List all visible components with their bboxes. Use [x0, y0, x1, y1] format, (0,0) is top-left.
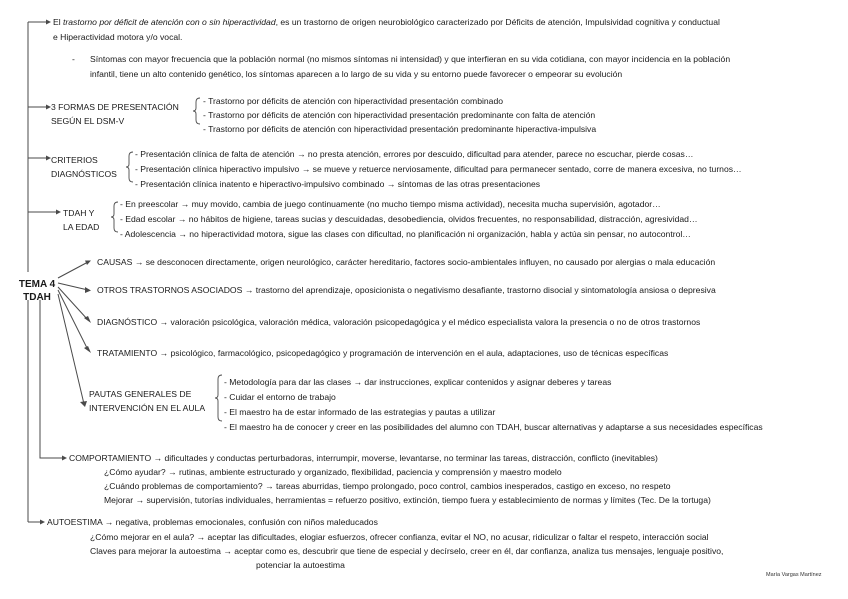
author-signature: María Vargas Martínez: [766, 572, 822, 578]
criterios-label-2: DIAGNÓSTICOS: [51, 169, 117, 179]
main-title-line-1: TEMA 4: [18, 279, 56, 290]
edad-item: - En preescolar → muy movido, cambia de juego continuamente (no mucho tiempo misma actividad), necesita mucha supervisión, agotador…: [120, 199, 661, 209]
main-title-line-2: TDAH: [23, 292, 51, 303]
criterios-item: - Presentación clínica de falta de atención → no presta atención, errores por descuido, dificultad para atender, parece no escuchar, pierde cosas…: [135, 149, 694, 159]
pautas-item: - El maestro ha de conocer y creer en las posibilidades del alumno con TDAH, buscar alternativas y adaptarse a sus necesidades específicas: [224, 422, 763, 432]
definition-italic: trastorno por déficit de atención con o sin hiperactividad: [63, 17, 276, 27]
edad-label-2: LA EDAD: [63, 222, 100, 232]
definition-line-2: e Hiperactividad motora y/o vocal.: [53, 32, 183, 42]
definition-pre: El: [53, 17, 64, 27]
comportamiento-head: COMPORTAMIENTO → dificultades y conductas perturbadoras, interrumpir, moverse, levantarse, no terminar las tareas, distracción, conflicto (inevitables): [69, 453, 658, 463]
pautas-label-2: INTERVENCIÓN EN EL AULA: [89, 403, 206, 413]
comportamiento-line: ¿Cómo ayudar? → rutinas, ambiente estructurado y organizado, flexibilidad, paciencia y comprensión y maestro modelo: [104, 467, 562, 477]
comportamiento-line: ¿Cuándo problemas de comportamiento? → tareas aburridas, tiempo prolongado, poco control, cambios inesperados, castigo en exceso, no respeto: [104, 481, 671, 491]
comportamiento-line: Mejorar → supervisión, tutorías individuales, herramientas = refuerzo positivo, extinción, tiempo fuera y establecimiento de normas y límites (Tec. De la tortuga): [104, 495, 711, 505]
causas-text: CAUSAS → se desconocen directamente, origen neurológico, carácter hereditario, factores socio-ambientales influyen, no causado por alergias o mala educación: [97, 257, 716, 267]
autoestima-head: AUTOESTIMA → negativa, problemas emocionales, confusión con niños maleducados: [47, 517, 378, 527]
main-title: [14, 278, 60, 304]
diagnostico-text: DIAGNÓSTICO → valoración psicológica, valoración médica, valoración psicopedagógica y el médico especialista valora la presencia o no de otros trastornos: [97, 317, 701, 327]
edad-label-1: TDAH Y: [63, 208, 95, 218]
edad-item: - Edad escolar → no hábitos de higiene, tareas sucias y descuidadas, desobediencia, olvidos frecuentes, no responsabilidad, distracción, agresividad…: [120, 214, 698, 224]
formas-item: - Trastorno por déficits de atención con hiperactividad presentación combinado: [203, 96, 504, 106]
criterios-item: - Presentación clínica inatento e hiperactivo-impulsivo combinado → síntomas de las otras presentaciones: [135, 179, 541, 189]
definition-post: , es un trastorno de origen neurobiológico caracterizado por Déficits de atención, Impulsividad cognitiva y conductual: [275, 17, 720, 27]
formas-item: - Trastorno por déficits de atención con hiperactividad presentación predominante con falta de atención: [203, 110, 596, 120]
criterios-label-1: CRITERIOS: [51, 155, 98, 165]
pautas-label-1: PAUTAS GENERALES DE: [89, 389, 192, 399]
autoestima-line: potenciar la autoestima: [256, 560, 345, 570]
criterios-item: - Presentación clínica hiperactivo impulsivo → se mueve y retuerce nerviosamente, dificultad para permanecer sentado, corre de manera excesiva, no turnos…: [135, 164, 742, 174]
pautas-item: - Cuidar el entorno de trabajo: [224, 392, 336, 402]
formas-item: - Trastorno por déficits de atención con hiperactividad presentación predominante hiperactiva-impulsiva: [203, 124, 597, 134]
pautas-item: - Metodología para dar las clases → dar instrucciones, explicar contenidos y asignar deberes y tareas: [224, 377, 612, 387]
symptoms-line-1: Síntomas con mayor frecuencia que la población normal (no mismos síntomas ni intensidad) y que interfieran en su vida cotidiana, con mayor incidencia en la población: [90, 54, 731, 64]
formas-label-2: SEGÚN EL DSM-V: [51, 116, 125, 126]
tratamiento-text: TRATAMIENTO → psicológico, farmacológico, psicopedagógico y programación de intervención en el aula, adaptaciones, uso de técnicas específicas: [97, 348, 669, 358]
otros-trastornos-text: OTROS TRASTORNOS ASOCIADOS → trastorno del aprendizaje, oposicionista o negativismo desafiante, trastorno disocial y sintomatología ansiosa o depresiva: [97, 285, 716, 295]
edad-item: - Adolescencia → no hiperactividad motora, sigue las clases con dificultad, no planificación ni organización, habla y actúa sin pensar, no autocontrol…: [120, 229, 691, 239]
autoestima-line: ¿Cómo mejorar en el aula? → aceptar las dificultades, elogiar esfuerzos, ofrecer confianza, evitar el NO, no acusar, ridiculizar o faltar el respeto, interacción social: [90, 532, 709, 542]
formas-label-1: 3 FORMAS DE PRESENTACIÓN: [51, 102, 179, 112]
symptoms-dash: -: [72, 54, 75, 64]
pautas-item: - El maestro ha de estar informado de las estrategias y pautas a utilizar: [224, 407, 496, 417]
definition-line-1: [53, 16, 720, 28]
autoestima-line: Claves para mejorar la autoestima → aceptar como es, descubrir que tiene de especial y decírselo, creer en él, dar confianza, analiza tus mensajes, lenguaje positivo,: [90, 546, 724, 556]
symptoms-line-2: infantil, tiene un alto contenido genético, los síntomas aparecen a lo largo de su vida y su entorno puede favorecer o empeorar su evolución: [90, 69, 623, 79]
